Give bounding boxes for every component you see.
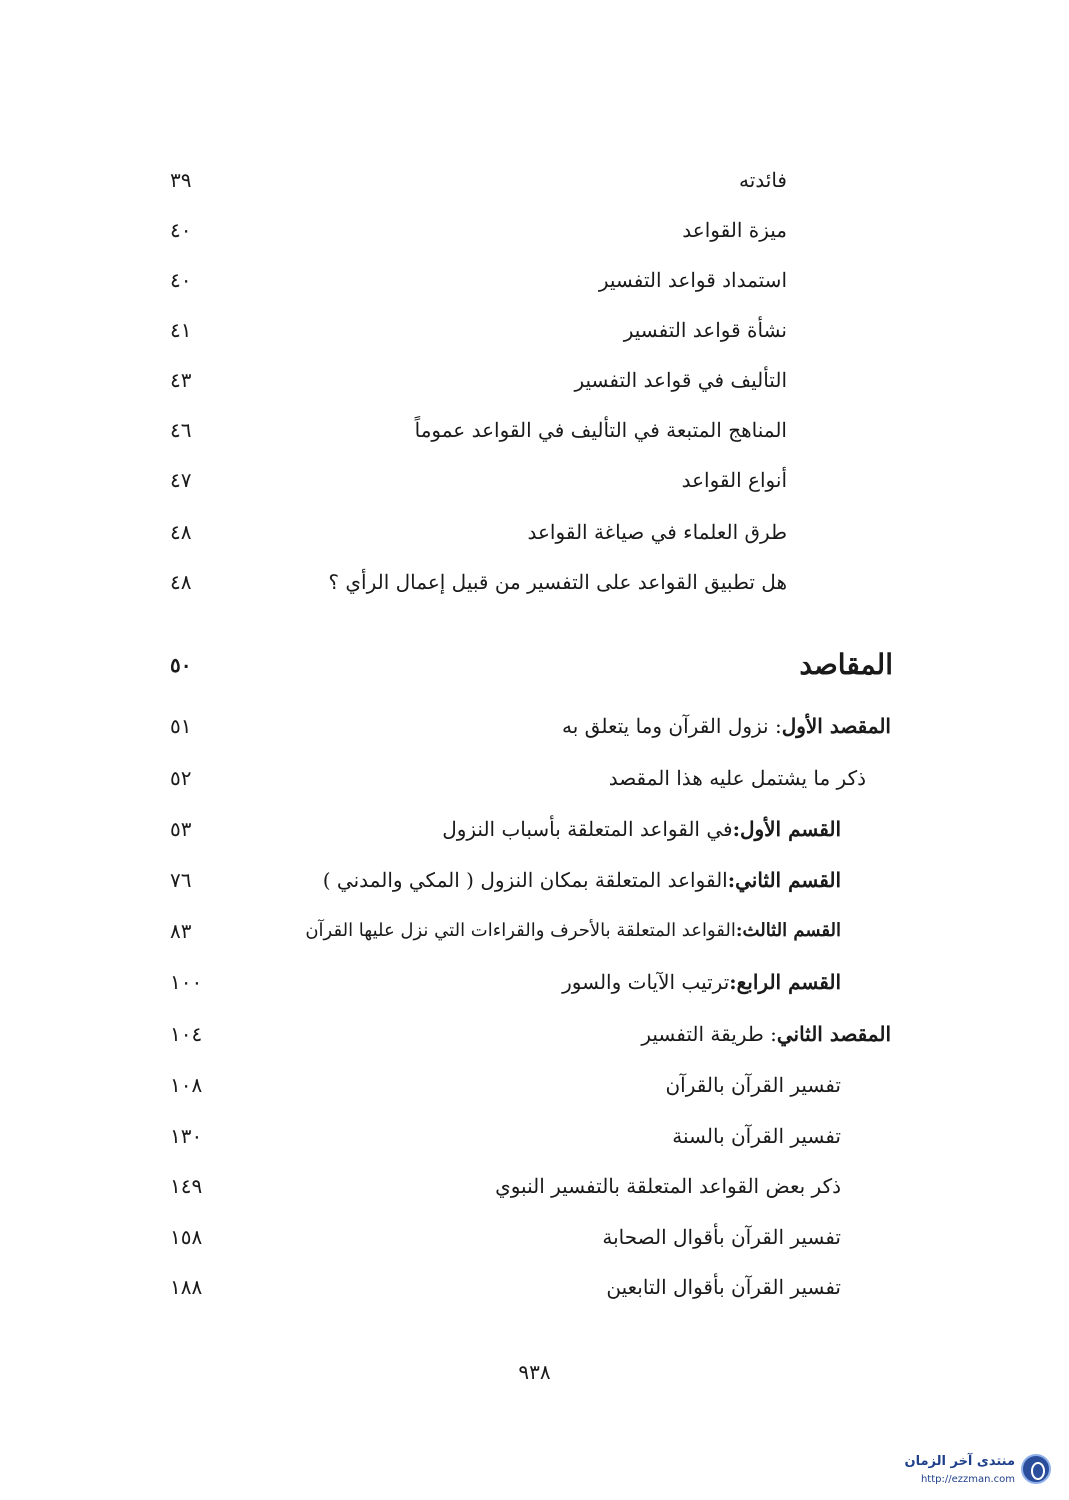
toc-page-10: ٥٢ [170,766,192,790]
toc-entry-9: هل تطبيق القواعد على التفسير من قبيل إعمال الرأي ؟ [328,570,787,594]
watermark-title: منتدى آخر الزمان [904,1454,1015,1469]
toc-page-4: ٤١ [170,318,192,342]
toc-page-14: ١٥٨ [170,1225,203,1249]
toc-page-1: ٣٩ [170,168,192,192]
toc-page-6: ٤٦ [170,418,192,442]
toc-entry-qism-2: القسم الثاني:القواعد المتعلقة بمكان النزول ( المكي والمدني ) [322,868,841,892]
toc-page-qism-4: ١٠٠ [170,970,203,994]
toc-entry-13: ذكر بعض القواعد المتعلقة بالتفسير النبوي [495,1174,841,1198]
toc-page-11: ١٠٨ [170,1073,203,1097]
toc-entry-maqsad-1: المقصد الأول: نزول القرآن وما يتعلق به [562,714,891,738]
toc-page-qism-1: ٥٣ [170,817,192,841]
toc-entry-11: تفسير القرآن بالقرآن [665,1073,841,1097]
toc-entry-14: تفسير القرآن بأقوال الصحابة [602,1225,841,1249]
toc-page-maqsad-1: ٥١ [170,714,192,738]
toc-entry-qism-1: القسم الأول:في القواعد المتعلقة بأسباب النزول [442,817,841,841]
toc-page-7: ٤٧ [170,468,192,492]
toc-page-5: ٤٣ [170,368,192,392]
toc-page-12: ١٣٠ [170,1124,203,1148]
toc-entry-6: المناهج المتبعة في التأليف في القواعد عموماً [414,418,787,442]
toc-entry-3: استمداد قواعد التفسير [598,268,787,292]
toc-entry-1: فائدته [738,168,787,192]
toc-page-qism-2: ٧٦ [170,868,192,892]
watermark-url: http://ezzman.com [920,1474,1015,1485]
toc-page-8: ٤٨ [170,520,192,544]
toc-entry-8: طرق العلماء في صياغة القواعد [527,520,787,544]
toc-entry-2: ميزة القواعد [682,218,787,242]
toc-entry-5: التأليف في قواعد التفسير [574,368,787,392]
toc-page-3: ٤٠ [170,268,192,292]
toc-entry-10: ذكر ما يشتمل عليه هذا المقصد [608,766,866,790]
toc-entry-7: أنواع القواعد [681,468,787,492]
toc-page-2: ٤٠ [170,218,192,242]
toc-entry-qism-3: القسم الثالث:القواعد المتعلقة بالأحرف والقراءات التي نزل عليها القرآن [305,920,841,941]
toc-page-9: ٤٨ [170,570,192,594]
page-number: ٩٣٨ [518,1360,551,1384]
toc-entry-qism-4: القسم الرابع:ترتيب الآيات والسور [562,970,841,994]
toc-page-maqsad-2: ١٠٤ [170,1022,203,1046]
toc-entry-12: تفسير القرآن بالسنة [672,1124,841,1148]
toc-entry-15: تفسير القرآن بأقوال التابعين [606,1275,841,1299]
shield-icon [1021,1454,1051,1484]
forum-watermark [881,1448,1051,1496]
toc-entry-maqsad-2: المقصد الثاني: طريقة التفسير [641,1022,891,1046]
toc-entry-4: نشأة قواعد التفسير [623,318,787,342]
toc-page-13: ١٤٩ [170,1174,203,1198]
toc-page-15: ١٨٨ [170,1275,203,1299]
section-heading-page: ٥٠ [170,653,192,677]
section-heading: المقاصد [799,648,893,681]
toc-page-qism-3: ٨٣ [170,919,192,943]
